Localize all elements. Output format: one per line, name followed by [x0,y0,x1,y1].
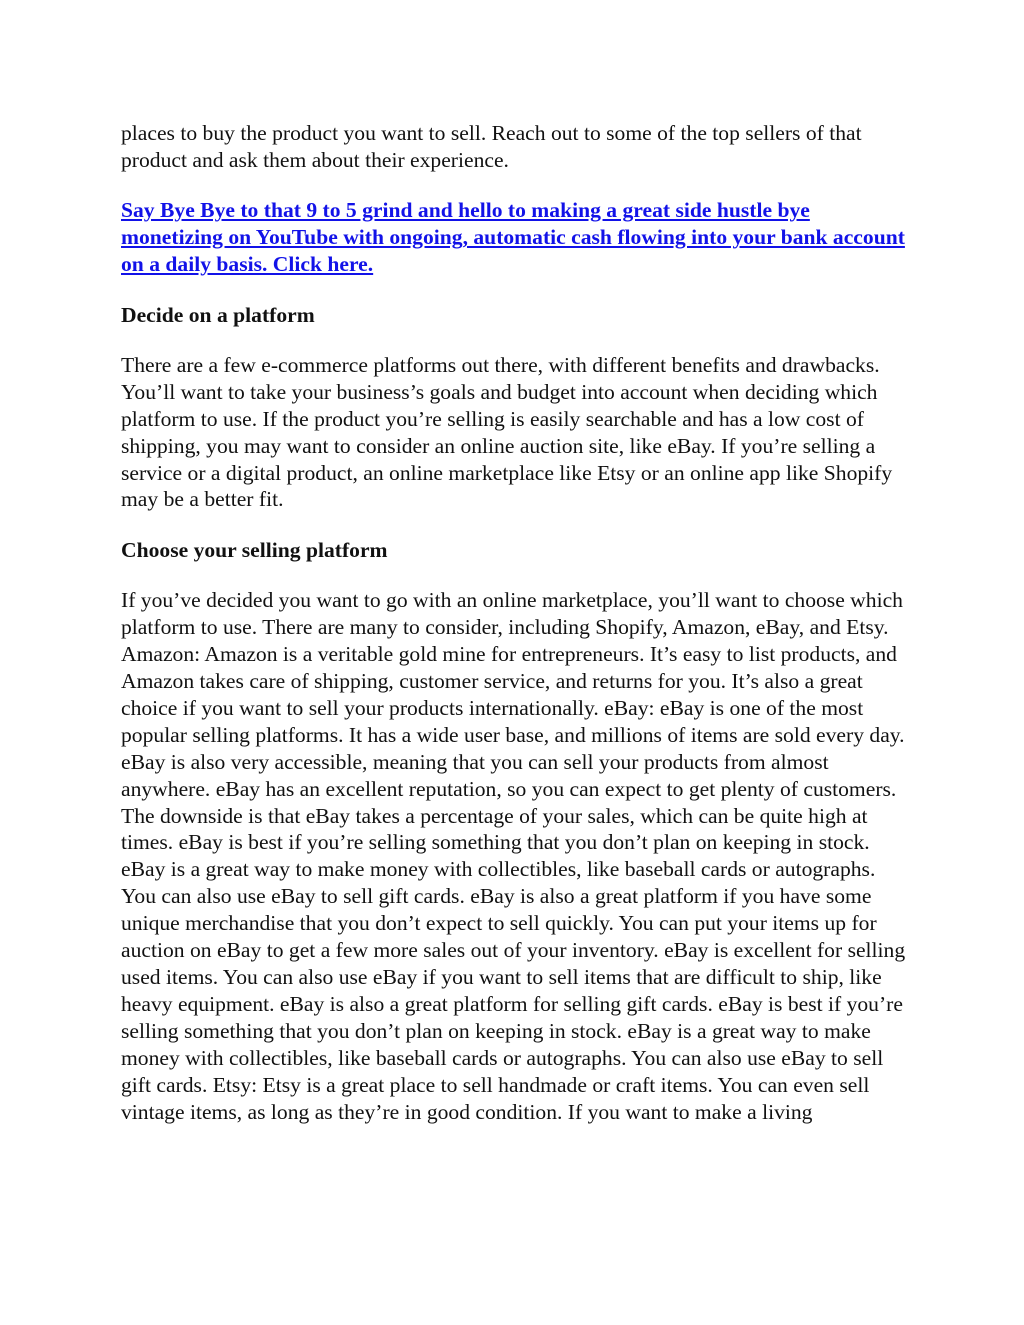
document-body [121,120,911,1149]
heading-choose-selling-platform: Choose your selling platform [121,537,388,562]
heading-decide-platform: Decide on a platform [121,302,315,327]
paragraph-selling-platform: If you’ve decided you want to go with an online marketplace, you’ll want to choose which platform to use. There are many to consider, including Shopify, Amazon, eBay, and Etsy. Amazon: Amazon is a veritable gold mine for entrepreneurs. It’s easy to list products, and Amazon takes care of shipping, customer service, and returns for you. It’s also a great choice if you want to sell your products internationally. eBay: eBay is one of the most popular selling platforms. It has a wide user base, and millions of items are sold every day. eBay is also very accessible, meaning that you can sell your products from almost anywhere. eBay has an excellent reputation, so you can expect to get plenty of customers. The downside is that eBay takes a percentage of your sales, which can be quite high at times. eBay is best if you’re selling something that you don’t plan on keeping in stock. eBay is a great way to make money with collectibles, like baseball cards or autographs. You can also use eBay to sell gift cards. eBay is also a great platform if you have some unique merchandise that you don’t expect to sell quickly. You can put your items up for auction on eBay to get a few more sales out of your inventory. eBay is excellent for selling used items. You can also use eBay if you want to sell items that are difficult to ship, like heavy equipment. eBay is also a great platform for selling gift cards. eBay is best if you’re selling something that you don’t plan on keeping in stock. eBay is a great way to make money with collectibles, like baseball cards or autographs. You can also use eBay to sell gift cards. Etsy: Etsy is a great place to sell handmade or craft items. You can even sell vintage items, as long as they’re in good condition. If you want to make a living [121,588,906,1124]
promo-link[interactable]: Say Bye Bye to that 9 to 5 grind and hello to making a great side hustle bye monetizing on YouTube with ongoing, automatic cash flowing into your bank account on a daily basis. Click here. [121,198,905,277]
paragraph-intro: places to buy the product you want to sell. Reach out to some of the top sellers of that product and ask them about their experience. [121,121,862,172]
paragraph-platform: There are a few e-commerce platforms out there, with different benefits and drawbacks. You’ll want to take your business’s goals and budget into account when deciding which platform to use. If the product you’re selling is easily searchable and has a low cost of shipping, you may want to consider an online auction site, like eBay. If you’re selling a service or a digital product, an online marketplace like Etsy or an online app like Shopify may be a better fit. [121,352,893,512]
